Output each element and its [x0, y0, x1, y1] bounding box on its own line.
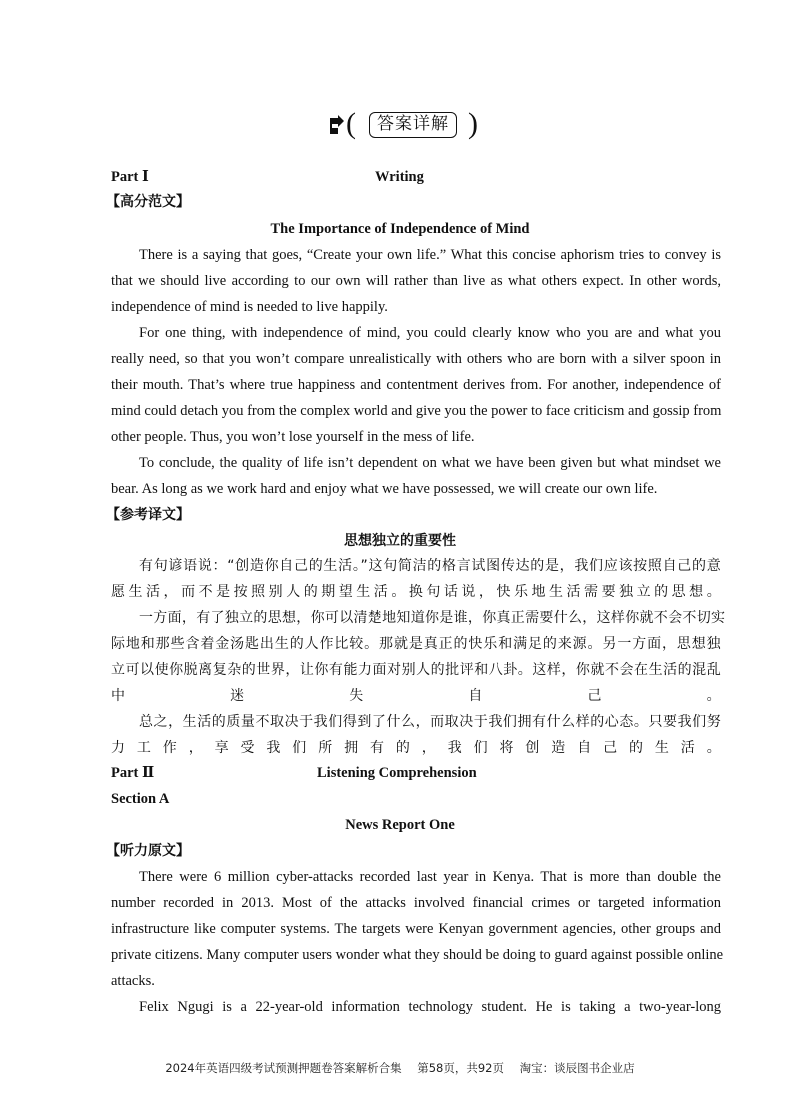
- header-left-bracket: (: [346, 107, 356, 140]
- transcript-heading: 【听力原文】: [106, 843, 190, 859]
- essay-line: For one thing, with independence of mind, you could clearly know who you are and what you: [139, 325, 721, 341]
- page-footer: [0, 1060, 800, 1076]
- translation-line: 中迷失自己。: [111, 688, 721, 704]
- transcript-line: number recorded in 2013. Most of the attacks involved financial crimes or targeted information: [111, 895, 721, 911]
- footer-shop: 淘宝：谈辰图书企业店: [519, 1061, 635, 1075]
- translation-heading: 【参考译文】: [106, 507, 190, 523]
- part2-title: Listening Comprehension: [317, 765, 477, 781]
- translation-line: 际地和那些含着金汤匙出生的人作比较。那就是真正的快乐和满足的来源。另一方面，思想独: [111, 636, 721, 652]
- section-label: Section A: [111, 791, 170, 807]
- sample-heading: 【高分范文】: [106, 194, 190, 210]
- translation-line: 力工作，享受我们所拥有的，我们将创造自己的生活。: [111, 740, 721, 756]
- translation-title: 思想独立的重要性: [344, 533, 456, 549]
- essay-line: There is a saying that goes, “Create your own life.” What this concise aphorism tries to convey is: [139, 247, 721, 263]
- transcript-line: Felix Ngugi is a 22-year-old information technology student. He is taking a two-year-long: [139, 999, 721, 1015]
- footer-book-title: 2024年英语四级考试预测押题卷答案解析合集: [165, 1061, 402, 1075]
- report-title: News Report One: [345, 817, 455, 833]
- translation-line: 一方面，有了独立的思想，你可以清楚地知道你是谁，你真正需要什么，这样你就不会不切实: [139, 610, 726, 626]
- translation-line: 总之，生活的质量不取决于我们得到了什么，而取决于我们拥有什么样的心态。只要我们努: [139, 714, 721, 730]
- essay-line: that we should live according to our own will rather than live as what others expect. In other words,: [111, 273, 721, 289]
- footer-page-number: 第58页，共92页: [417, 1061, 505, 1075]
- essay-line: other people. Thus, you won’t lose yourself in the mess of life.: [111, 429, 475, 445]
- translation-line: 立可以使你脱离复杂的世界，让你有能力面对别人的批评和八卦。这样，你就不会在生活的混乱: [111, 662, 721, 678]
- essay-title: The Importance of Independence of Mind: [270, 221, 530, 237]
- translation-line: 有句谚语说：“创造你自己的生活。”这句简洁的格言试图传达的是，我们应该按照自己的意: [139, 558, 721, 574]
- essay-line: To conclude, the quality of life isn’t dependent on what we have been given but what mindset we: [139, 455, 721, 471]
- essay-line: bear. As long as we work hard and enjoy what we have possessed, we will create our own life.: [111, 481, 658, 497]
- transcript-line: There were 6 million cyber-attacks recorded last year in Kenya. That is more than double the: [139, 869, 721, 885]
- answer-header: [0, 108, 800, 144]
- header-title: 答案详解: [369, 112, 457, 138]
- part2-label: Part Ⅱ: [111, 765, 155, 781]
- transcript-line: private citizens. Many computer users wonder what they should be doing to guard against possible online: [111, 947, 724, 963]
- transcript-line: attacks.: [111, 973, 155, 989]
- transcript-line: infrastructure like computer systems. The targets were Kenyan government agencies, other groups and: [111, 921, 721, 937]
- essay-line: really need, so that you won’t compare unrealistically with others who are born with a silver spoon in: [111, 351, 721, 367]
- essay-line: independence of mind is needed to live happily.: [111, 299, 388, 315]
- bookmark-icon: [328, 114, 346, 136]
- part1-title: Writing: [375, 169, 424, 185]
- part1-label: Part Ⅰ: [111, 169, 149, 185]
- essay-line: mind could detach you from the complex world and give you the power to face criticism and gossip from: [111, 403, 722, 419]
- translation-line: 愿生活，而不是按照别人的期望生活。换句话说，快乐地生活需要独立的思想。: [111, 584, 721, 600]
- header-right-bracket: ): [468, 107, 478, 140]
- essay-line: their mouth. That’s where true happiness and contentment derives from. For another, independence of: [111, 377, 721, 393]
